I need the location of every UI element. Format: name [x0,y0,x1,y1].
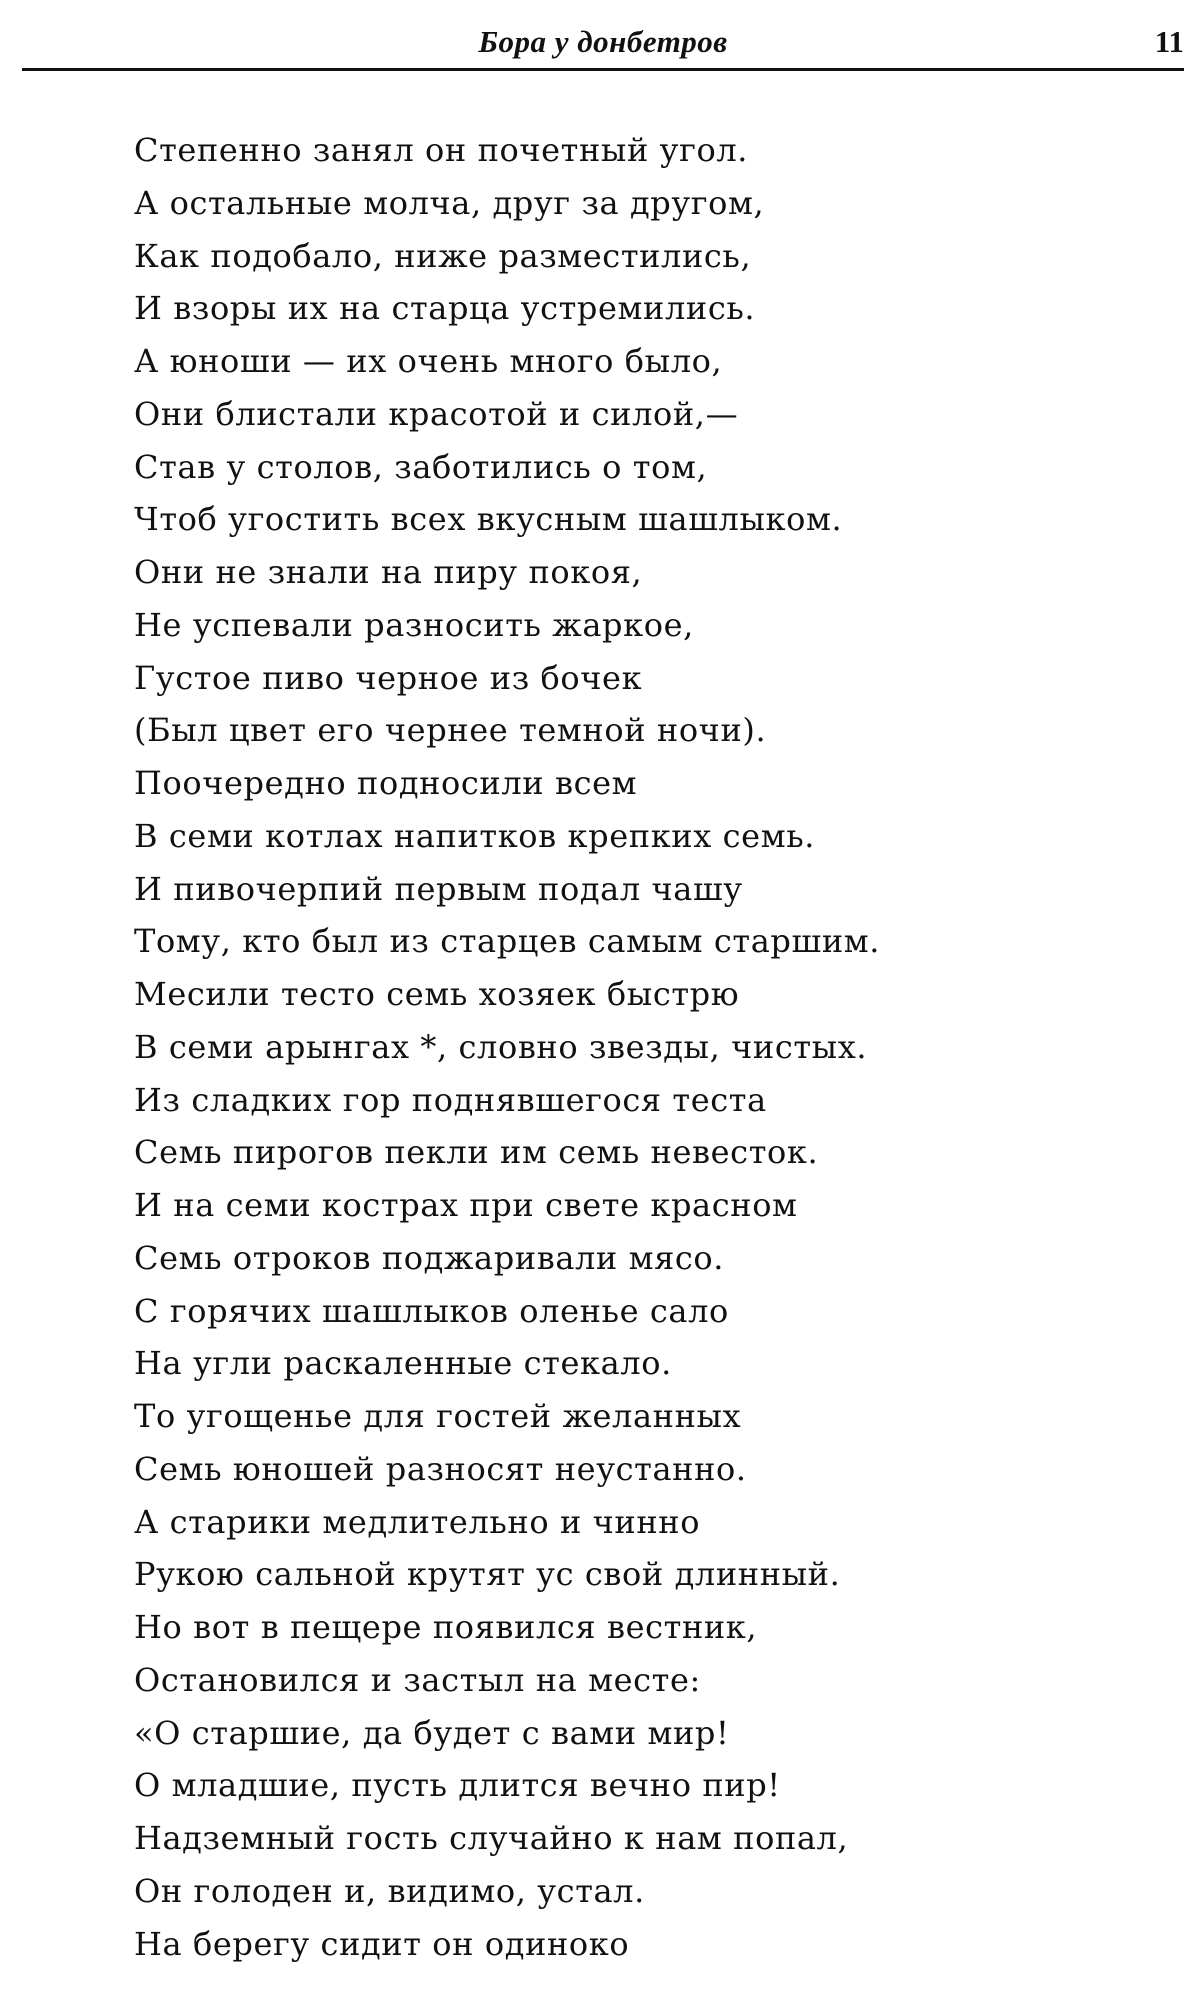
verse-line: Семь пирогов пекли им семь невесток. [134,1133,819,1172]
poem-body [134,124,1174,1970]
verse-line: О младшие, пусть длится вечно пир! [134,1766,781,1805]
verse-line: То угощенье для гостей желанных [134,1397,742,1435]
verse-line: Остановился и застыл на месте: [134,1660,701,1699]
verse-line: Густое пиво черное из бочек [134,658,643,697]
verse-line: А юноши — их очень много было, [134,342,723,380]
verse-line: Семь юношей разносят неустанно. [134,1449,747,1488]
page-number: 11 [1154,24,1184,59]
verse-line: Семь отроков поджаривали мясо. [134,1238,725,1277]
verse-line: Месили тесто семь хозяек быстрю [134,975,740,1013]
running-title: Бора у донбетров [478,24,728,59]
verse-line: «О старшие, да будет с вами мир! [134,1713,730,1752]
verse-line: На угли раскаленные стекало. [134,1344,672,1383]
verse-line: На берегу сидит он одиноко [134,1924,630,1963]
verse-line: Тому, кто был из старцев самым старшим. [134,922,881,961]
verse-line: Степенно занял он почетный угол. [134,131,749,169]
verse-line: Став у столов, заботились о том, [134,447,708,486]
verse-line: Но вот в пещере появился вестник, [134,1608,758,1646]
verse-line: Они не знали на пиру покоя, [134,553,643,591]
verse-line: (Был цвет его чернее темной ночи). [134,711,767,750]
verse-line: Они блистали красотой и силой,— [134,394,739,433]
verse-line: Рукою сальной крутят ус свой длинный. [134,1555,841,1594]
verse-line: И пивочерпий первым подал чашу [134,869,743,908]
verse-line: А старики медлительно и чинно [134,1502,701,1541]
page-header [22,18,1184,76]
verse-line: Чтоб угостить всех вкусным шашлыком. [134,500,843,539]
verse-line: В семи котлах напитков крепких семь. [134,816,815,855]
verse-line: Не успевали разносить жаркое, [134,605,694,644]
verse-line: Надземный гость случайно к нам попал, [134,1819,849,1857]
verse-line: И на семи кострах при свете красном [134,1186,798,1224]
verse-line: А остальные молча, друг за другом, [134,183,765,222]
verse-line: Он голоден и, видимо, устал. [134,1871,645,1910]
verse-line: И взоры их на старца устремились. [134,289,756,328]
verse-line: Как подобало, ниже разместились, [134,236,752,275]
header-rule [22,68,1184,71]
verse-line: В семи арынгах *, словно звезды, чистых. [134,1027,868,1066]
verse-line: С горячих шашлыков оленье сало [134,1291,729,1330]
verse-line: Поочередно подносили всем [134,764,638,802]
verse-line: Из сладких гор поднявшегося теста [134,1080,767,1119]
